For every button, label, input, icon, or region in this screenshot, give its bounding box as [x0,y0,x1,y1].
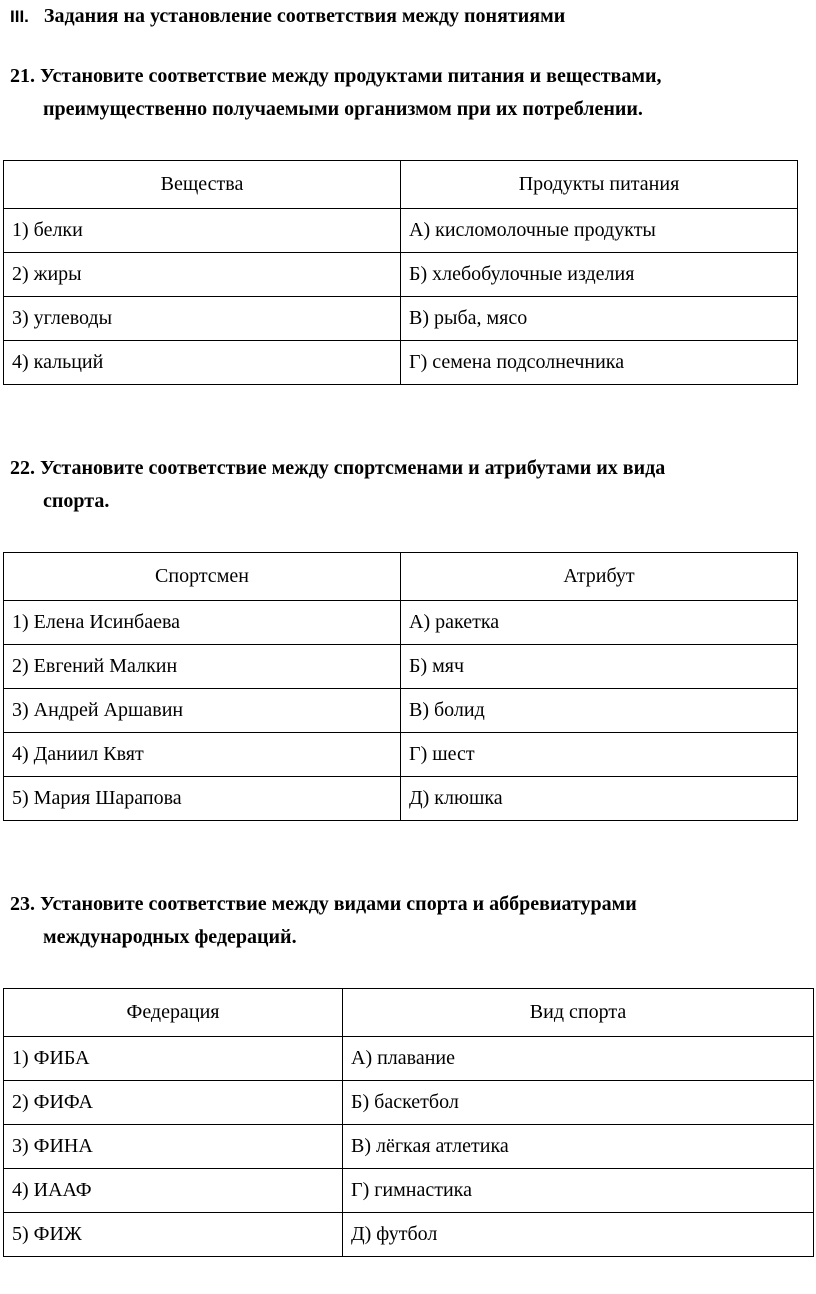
table-cell: А) ракетка [401,601,798,645]
table-row [4,1037,814,1081]
table-cell: А) плавание [343,1037,814,1081]
table-header-row [4,989,814,1037]
table-cell: Г) гимнастика [343,1169,814,1213]
table-cell: Б) мяч [401,645,798,689]
task-23-question [10,888,637,954]
task-22-text-line1: 22. Установите соответствие между спортсменами и атрибутами их вида [10,457,666,479]
table-header-row [4,161,798,209]
task-21-text-line1: 21. Установите соответствие между продуктами питания и веществами, [10,65,662,87]
column-header: Вещества [4,161,401,209]
table-cell: 1) Елена Исинбаева [4,601,401,645]
table-cell: 4) Даниил Квят [4,733,401,777]
table-row [4,341,798,385]
task-21-text-line2: преимущественно получаемыми организмом при их потреблении. [43,98,643,120]
column-header: Вид спорта [343,989,814,1037]
column-header: Атрибут [401,553,798,601]
table-row [4,1169,814,1213]
table-cell: Б) хлебобулочные изделия [401,253,798,297]
table-cell: В) рыба, мясо [401,297,798,341]
table-cell: 1) ФИБА [4,1037,343,1081]
section-number: III. [10,7,29,26]
table-cell: Д) клюшка [401,777,798,821]
table-cell: В) лёгкая атлетика [343,1125,814,1169]
table-cell: 4) ИААФ [4,1169,343,1213]
table-row [4,601,798,645]
task-22-text-line2: спорта. [43,490,110,512]
column-header: Спортсмен [4,553,401,601]
table-row [4,645,798,689]
table-row [4,733,798,777]
table-cell: Д) футбол [343,1213,814,1257]
task-22-table [3,552,798,821]
table-cell: А) кисломолочные продукты [401,209,798,253]
table-row [4,777,798,821]
table-cell: 4) кальций [4,341,401,385]
table-row [4,1125,814,1169]
table-cell: Г) шест [401,733,798,777]
task-23-text-line2: международных федераций. [43,926,297,948]
table-cell: 3) Андрей Аршавин [4,689,401,733]
table-row [4,1213,814,1257]
table-cell: 2) ФИФА [4,1081,343,1125]
table-cell: 2) Евгений Малкин [4,645,401,689]
table-cell: 3) ФИНА [4,1125,343,1169]
table-cell: 2) жиры [4,253,401,297]
table-cell: В) болид [401,689,798,733]
table-row [4,297,798,341]
table-cell: Б) баскетбол [343,1081,814,1125]
task-21-question [10,60,661,126]
table-cell: Г) семена подсолнечника [401,341,798,385]
task-22-question [10,452,665,518]
section-title: Задания на установление соответствия между понятиями [43,5,566,27]
task-23-text-line1: 23. Установите соответствие между видами спорта и аббревиатурами [10,893,637,915]
table-row [4,689,798,733]
table-row [4,1081,814,1125]
table-row [4,209,798,253]
table-cell: 5) Мария Шарапова [4,777,401,821]
column-header: Продукты питания [401,161,798,209]
table-cell: 3) углеводы [4,297,401,341]
column-header: Федерация [4,989,343,1037]
table-cell: 1) белки [4,209,401,253]
table-row [4,253,798,297]
table-cell: 5) ФИЖ [4,1213,343,1257]
task-21-table [3,160,798,385]
section-heading [10,5,565,28]
table-header-row [4,553,798,601]
task-23-table [3,988,814,1257]
